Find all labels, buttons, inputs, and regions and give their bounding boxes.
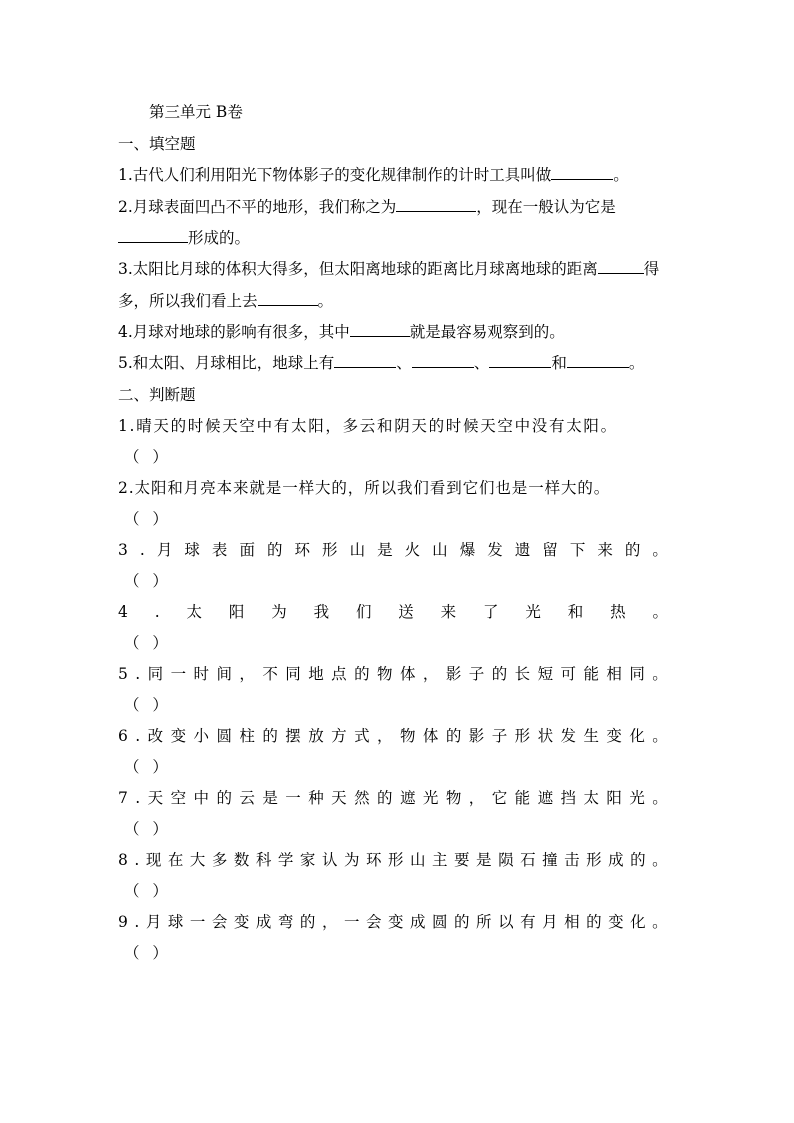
- question-char: 点: [331, 665, 347, 683]
- question-char: 变: [608, 913, 624, 931]
- question-char: 天: [147, 789, 164, 807]
- question-char: 成: [410, 913, 426, 931]
- question-char: 是: [377, 541, 393, 559]
- question-char: 面: [239, 541, 255, 559]
- question-char: 形: [387, 851, 404, 869]
- question-char: 撞: [542, 851, 558, 869]
- question-char: 一: [189, 913, 206, 931]
- question-char: 可: [560, 665, 577, 683]
- question-char: 光: [422, 789, 439, 807]
- answer-blank[interactable]: [118, 226, 188, 243]
- judge-question-5: [118, 662, 668, 686]
- question-char: 圆: [216, 727, 232, 745]
- answer-paren[interactable]: （ ）: [124, 944, 172, 962]
- question-char: ，: [422, 665, 439, 683]
- question-char: 主: [432, 851, 448, 869]
- question-char: 来: [597, 541, 613, 559]
- question-char: ，: [239, 665, 255, 683]
- answer-paren[interactable]: （ ）: [124, 572, 172, 590]
- q3-text: 3.太阳比月球的体积大得多，但太阳离地球的距离比月球离地球的距离: [118, 260, 598, 278]
- question-char: 会: [365, 913, 382, 931]
- question-char: ，: [321, 913, 338, 931]
- question-char: 球: [184, 541, 200, 559]
- fill-question-5: [118, 351, 678, 375]
- question-char: 时: [193, 665, 210, 683]
- answer-paren[interactable]: （ ）: [124, 634, 172, 652]
- question-char: .: [134, 851, 140, 869]
- question-char: .: [134, 913, 140, 931]
- question-char: 成: [608, 851, 624, 869]
- question-char: 的: [630, 851, 646, 869]
- question-char: 形: [514, 727, 531, 745]
- question-char: 式: [354, 727, 370, 745]
- q4-text: 4.月球对地球的影响有很多，其中: [118, 323, 350, 341]
- q3-text-end: 。: [317, 292, 334, 310]
- fill-question-1: [118, 163, 678, 187]
- question-char: 为: [343, 851, 360, 869]
- question-char: .: [135, 727, 141, 745]
- question-char: 体: [422, 727, 439, 745]
- question-char: 空: [170, 789, 187, 807]
- question-char: 一: [285, 789, 301, 807]
- question-char: 的: [454, 913, 470, 931]
- question-char: 生: [583, 727, 599, 745]
- judge-question-8: [118, 848, 668, 872]
- question-char: 科: [255, 851, 272, 869]
- question-char: 。: [652, 727, 668, 745]
- answer-blank[interactable]: [489, 351, 551, 368]
- q2-text: 2.月球表面凹凸不平的地形，我们称之为: [118, 198, 397, 216]
- question-char: 能: [583, 665, 599, 683]
- question-char: 化: [629, 727, 645, 745]
- question-char: 地: [308, 665, 324, 683]
- question-char: 数: [233, 851, 250, 869]
- question-char: 4: [118, 603, 128, 621]
- question-char: .: [154, 603, 160, 621]
- question-char: 不: [262, 665, 278, 683]
- question-char: 状: [537, 727, 554, 745]
- question-char: 太: [186, 603, 203, 621]
- question-char: 它: [491, 789, 508, 807]
- question-char: 的: [491, 665, 508, 683]
- question-char: 环: [365, 851, 382, 869]
- q1-end: 。: [613, 166, 629, 184]
- question-char: 化: [630, 913, 646, 931]
- question-char: 同: [147, 665, 164, 683]
- question-char: 会: [211, 913, 228, 931]
- question-char: 柱: [239, 727, 255, 745]
- question-char: 和: [567, 603, 584, 621]
- fill-question-3: [118, 257, 678, 281]
- question-char: 同: [285, 665, 301, 683]
- question-char: 球: [167, 913, 184, 931]
- question-char: 变: [170, 727, 187, 745]
- question-char: 遗: [514, 541, 531, 559]
- question-char: 变: [606, 727, 622, 745]
- q5-text-end: 。: [628, 354, 645, 372]
- fill-question-3-cont: [118, 289, 678, 313]
- question-char: 。: [652, 665, 668, 683]
- question-char: 子: [491, 727, 508, 745]
- question-char: 为: [271, 603, 287, 621]
- question-char: 影: [445, 665, 462, 683]
- question-char: 遮: [399, 789, 416, 807]
- judge-question-7: [118, 786, 668, 810]
- question-char: 物: [377, 665, 393, 683]
- question-char: 环: [294, 541, 311, 559]
- judge-question-6: [118, 724, 668, 748]
- page-title: 第三单元 B卷: [149, 103, 243, 121]
- question-char: 9: [118, 913, 128, 931]
- question-char: 。: [652, 603, 668, 621]
- question-char: .: [135, 665, 141, 683]
- question-char: 短: [537, 665, 554, 683]
- judge-question-2: 2.太阳和月亮本来就是一样大的，所以我们看到它们也是一样大的。: [118, 479, 611, 497]
- answer-blank[interactable]: [567, 351, 629, 368]
- question-char: 的: [266, 541, 283, 559]
- fill-question-2-cont: [118, 226, 678, 250]
- question-char: 一: [343, 913, 360, 931]
- question-char: 在: [167, 851, 184, 869]
- question-char: 间: [216, 665, 232, 683]
- question-char: 变: [233, 913, 250, 931]
- question-char: 物: [399, 727, 416, 745]
- question-char: 的: [377, 789, 393, 807]
- question-char: 来: [440, 603, 457, 621]
- question-char: ，: [377, 727, 393, 745]
- answer-blank[interactable]: [412, 351, 474, 368]
- question-char: 成: [255, 913, 272, 931]
- question-char: 的: [624, 541, 641, 559]
- question-char: 能: [514, 789, 531, 807]
- question-char: 影: [468, 727, 485, 745]
- question-char: 形: [586, 851, 602, 869]
- question-char: 认: [321, 851, 338, 869]
- question-char: 方: [331, 727, 347, 745]
- question-char: 山: [432, 541, 448, 559]
- answer-blank[interactable]: [396, 195, 476, 212]
- question-char: ，: [468, 789, 485, 807]
- question-char: 相: [606, 665, 622, 683]
- question-char: 下: [569, 541, 586, 559]
- question-char: 的: [445, 727, 462, 745]
- question-char: 山: [410, 851, 426, 869]
- question-char: 改: [147, 727, 164, 745]
- question-char: 放: [308, 727, 324, 745]
- question-char: 的: [354, 665, 370, 683]
- question-char: 变: [387, 913, 404, 931]
- section-heading-judge: 二、判断题: [118, 386, 196, 404]
- question-char: 爆: [459, 541, 476, 559]
- answer-paren[interactable]: （ ）: [124, 510, 172, 528]
- question-char: 留: [542, 541, 558, 559]
- question-char: 弯: [277, 913, 294, 931]
- answer-blank[interactable]: [350, 320, 410, 337]
- fill-question-2: [118, 195, 678, 219]
- question-char: 月: [145, 913, 162, 931]
- answer-blank[interactable]: [551, 163, 613, 180]
- judge-question-4: [118, 600, 668, 624]
- question-char: 的: [299, 913, 316, 931]
- question-char: 现: [145, 851, 162, 869]
- question-char: 家: [299, 851, 316, 869]
- question-char: 阳: [606, 789, 622, 807]
- answer-paren[interactable]: （ ）: [124, 820, 172, 838]
- question-char: 热: [610, 603, 626, 621]
- question-char: 5: [118, 665, 128, 683]
- question-char: 一: [170, 665, 187, 683]
- question-char: 大: [189, 851, 206, 869]
- answer-paren[interactable]: （ ）: [124, 758, 172, 776]
- q2-text-mid: ，现在一般认为它是: [476, 198, 616, 216]
- question-char: 6: [118, 727, 128, 745]
- question-char: 所: [476, 913, 492, 931]
- answer-blank[interactable]: [258, 289, 318, 306]
- question-char: .: [139, 541, 145, 559]
- question-char: 发: [487, 541, 503, 559]
- question-char: 多: [211, 851, 228, 869]
- question-char: 们: [355, 603, 372, 621]
- q1-text: 1.古代人们利用阳光下物体影子的变化规律制作的计时工具叫做: [118, 166, 552, 184]
- question-char: 是: [476, 851, 492, 869]
- q5-text: 5.和太阳、月球相比，地球上有: [118, 354, 335, 372]
- question-char: 物: [445, 789, 462, 807]
- q2-text-end: 形成的。: [188, 229, 251, 247]
- question-char: 的: [262, 727, 278, 745]
- question-char: 太: [583, 789, 599, 807]
- answer-paren[interactable]: （ ）: [124, 882, 172, 900]
- answer-paren[interactable]: （ ）: [124, 448, 172, 466]
- question-char: 形: [322, 541, 338, 559]
- question-char: 圆: [432, 913, 448, 931]
- question-char: 阳: [228, 603, 245, 621]
- question-char: 中: [193, 789, 210, 807]
- question-char: 陨: [498, 851, 514, 869]
- question-char: 石: [520, 851, 536, 869]
- question-char: 8: [118, 851, 128, 869]
- judge-question-3: [118, 538, 668, 562]
- question-char: 。: [652, 851, 668, 869]
- question-char: 学: [277, 851, 294, 869]
- question-char: 送: [398, 603, 414, 621]
- question-char: 击: [564, 851, 580, 869]
- question-char: 有: [520, 913, 536, 931]
- answer-blank[interactable]: [334, 351, 396, 368]
- question-char: 的: [586, 913, 602, 931]
- question-char: 小: [193, 727, 210, 745]
- question-char: .: [135, 789, 141, 807]
- separator: 、: [473, 354, 490, 372]
- question-char: 光: [629, 789, 645, 807]
- question-char: 月: [542, 913, 558, 931]
- question-char: 火: [404, 541, 421, 559]
- question-char: 体: [399, 665, 416, 683]
- question-char: 是: [262, 789, 278, 807]
- question-char: 天: [331, 789, 347, 807]
- question-char: 3: [118, 541, 128, 559]
- question-char: 要: [454, 851, 470, 869]
- question-char: 摆: [285, 727, 301, 745]
- question-char: 相: [564, 913, 580, 931]
- section-heading-fill: 一、填空题: [118, 135, 196, 153]
- question-char: 月: [156, 541, 173, 559]
- question-char: 光: [525, 603, 541, 621]
- question-char: 我: [313, 603, 330, 621]
- question-char: 挡: [560, 789, 577, 807]
- q3-text-2: 多，所以我们看上去: [118, 292, 258, 310]
- question-char: 子: [468, 665, 485, 683]
- question-char: 表: [211, 541, 228, 559]
- question-char: 的: [216, 789, 232, 807]
- judge-question-1: 1.晴天的时候天空中有太阳，多云和阴天的时候天空中没有太阳。: [118, 417, 618, 435]
- question-char: 长: [514, 665, 531, 683]
- question-char: 7: [118, 789, 128, 807]
- judge-question-9: [118, 910, 668, 934]
- answer-blank[interactable]: [598, 257, 644, 274]
- question-char: 发: [560, 727, 577, 745]
- question-char: 同: [629, 665, 645, 683]
- question-char: 遮: [537, 789, 554, 807]
- fill-question-4: [118, 320, 678, 344]
- question-char: 。: [652, 541, 668, 559]
- separator: 、: [396, 354, 412, 372]
- question-char: 山: [349, 541, 366, 559]
- question-char: 然: [354, 789, 370, 807]
- separator: 和: [551, 354, 567, 372]
- q3-text-mid: 得: [643, 260, 660, 278]
- q4-text-end: 就是最容易观察到的。: [409, 323, 565, 341]
- question-char: 以: [498, 913, 514, 931]
- question-char: 云: [239, 789, 255, 807]
- question-char: 了: [483, 603, 499, 621]
- question-char: 。: [652, 789, 668, 807]
- question-char: 种: [308, 789, 324, 807]
- question-char: 。: [652, 913, 668, 931]
- answer-paren[interactable]: （ ）: [124, 696, 172, 714]
